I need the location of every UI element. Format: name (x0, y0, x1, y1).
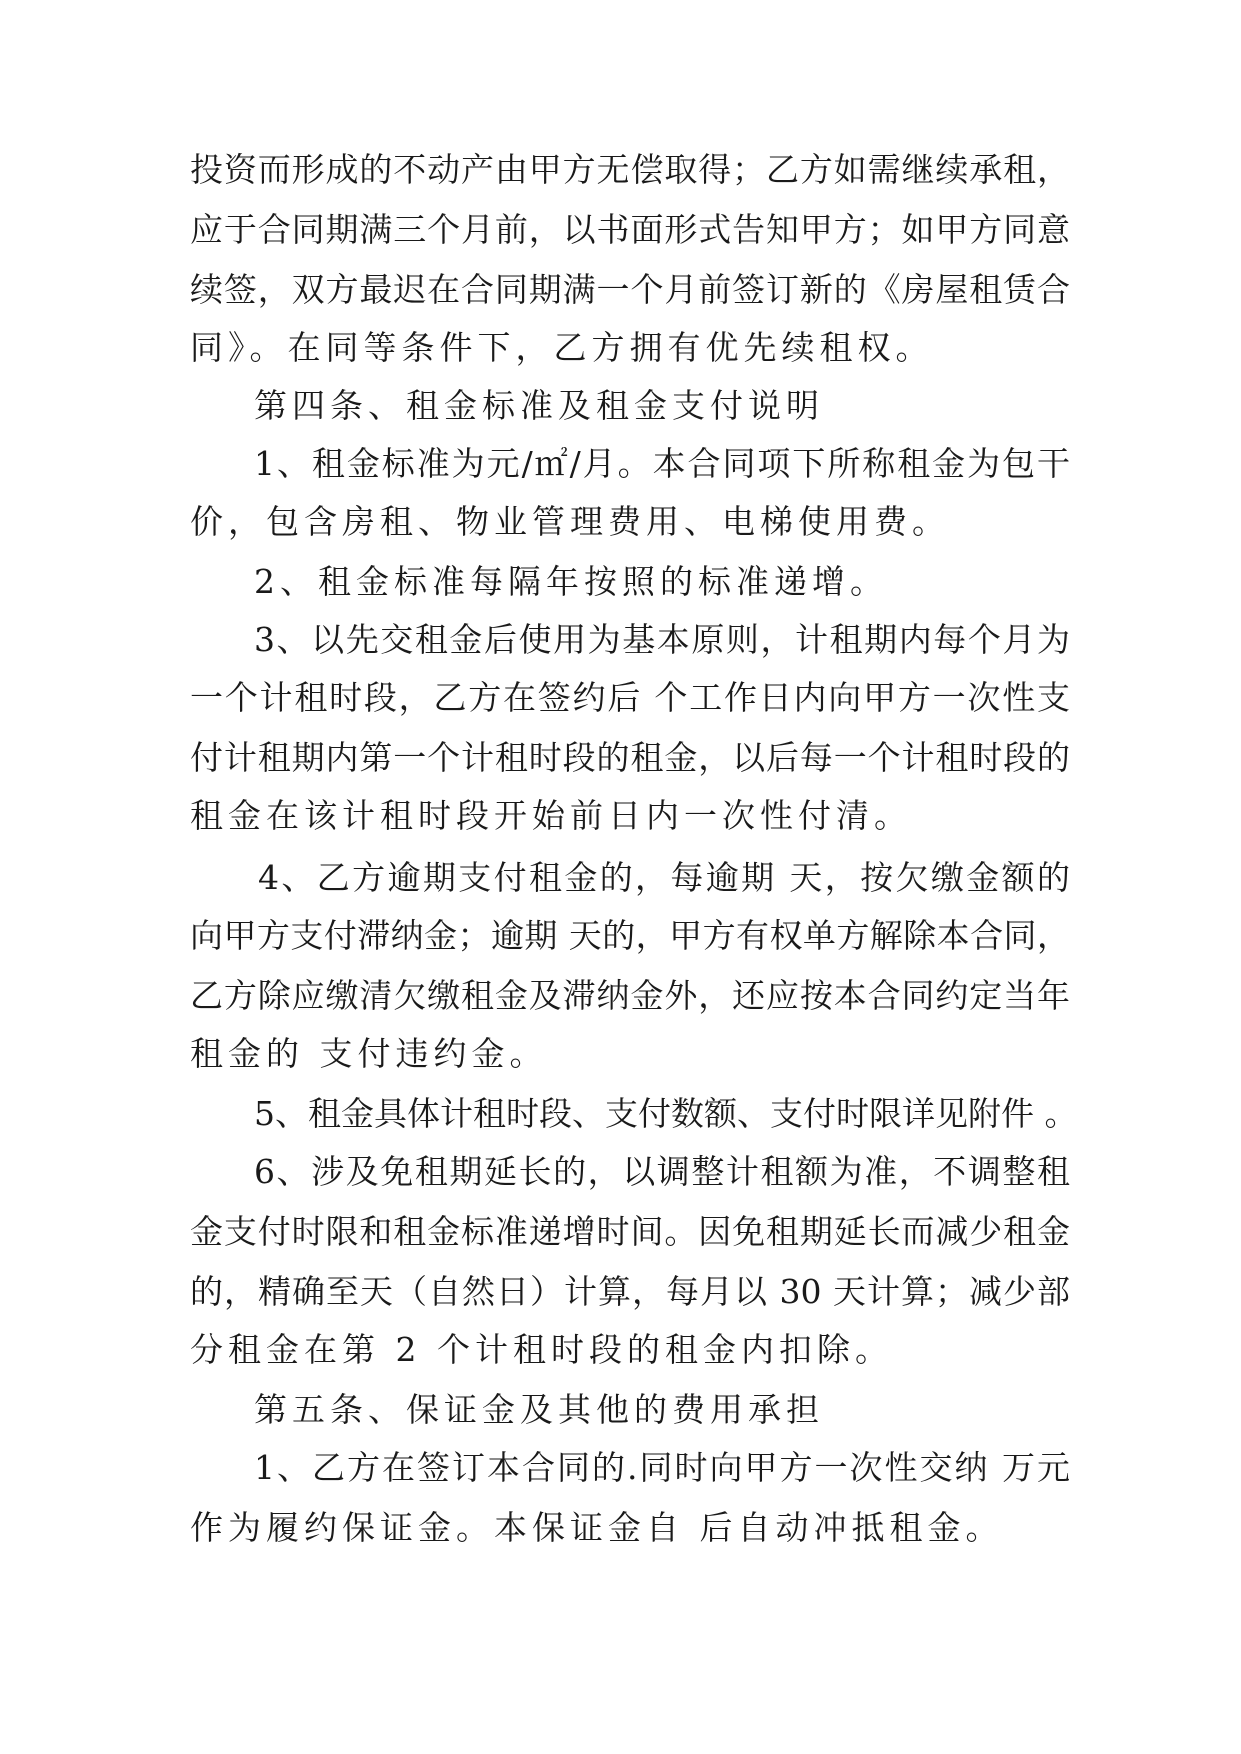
text-line: 6、涉及免租期延长的，以调整计租额为准，不调整租 (254, 1152, 1070, 1191)
text-line: 租金在该计租时段开始前日内一次性付清。 (190, 796, 912, 835)
text-line: 价，包含房租、物业管理费用、电梯使用费。 (190, 502, 950, 541)
text-line: 应于合同期满三个月前，以书面形式告知甲方；如甲方同意 (190, 210, 1070, 249)
text-line: 2、租金标准每隔年按照的标准递增。 (254, 562, 888, 601)
text-line: 4、乙方逾期支付租金的，每逾期 天，按欠缴金额的 (258, 858, 1070, 897)
text-line: 分租金在第 2 个计租时段的租金内扣除。 (190, 1330, 893, 1369)
text-line: 1、租金标准为元/㎡/月。本合同项下所称租金为包干 (254, 444, 1070, 483)
text-line: 向甲方支付滞纳金；逾期 天的，甲方有权单方解除本合同， (190, 916, 1070, 955)
text-line: 3、以先交租金后使用为基本原则，计租期内每个月为 (254, 620, 1070, 659)
text-line: 1、乙方在签订本合同的.同时向甲方一次性交纳 万元 (254, 1448, 1070, 1487)
text-line: 一个计租时段，乙方在签约后 个工作日内向甲方一次性支 (190, 678, 1070, 717)
text-line: 金支付时限和租金标准递增时间。因免租期延长而减少租金 (190, 1212, 1070, 1251)
text-line: 同》。在同等条件下，乙方拥有优先续租权。 (190, 328, 934, 367)
text-line: 付计租期内第一个计租时段的租金，以后每一个计租时段的 (190, 738, 1070, 777)
text-line: 作为履约保证金。本保证金自 后自动冲抵租金。 (190, 1508, 1004, 1547)
section-heading: 第四条、租金标准及租金支付说明 (254, 386, 824, 425)
text-line: 投资而形成的不动产由甲方无偿取得；乙方如需继续承租， (190, 150, 1070, 189)
text-line: 续签，双方最迟在合同期满一个月前签订新的《房屋租赁合 (190, 270, 1070, 309)
section-heading: 第五条、保证金及其他的费用承担 (254, 1390, 824, 1429)
text-line: 5、租金具体计租时段、支付数额、支付时限详见附件 。 (254, 1094, 1078, 1133)
text-line: 乙方除应缴清欠缴租金及滞纳金外，还应按本合同约定当年 (190, 976, 1070, 1015)
text-line: 的，精确至天（自然日）计算，每月以 30 天计算；减少部 (190, 1272, 1070, 1311)
text-line: 租金的 支付违约金。 (190, 1034, 548, 1073)
